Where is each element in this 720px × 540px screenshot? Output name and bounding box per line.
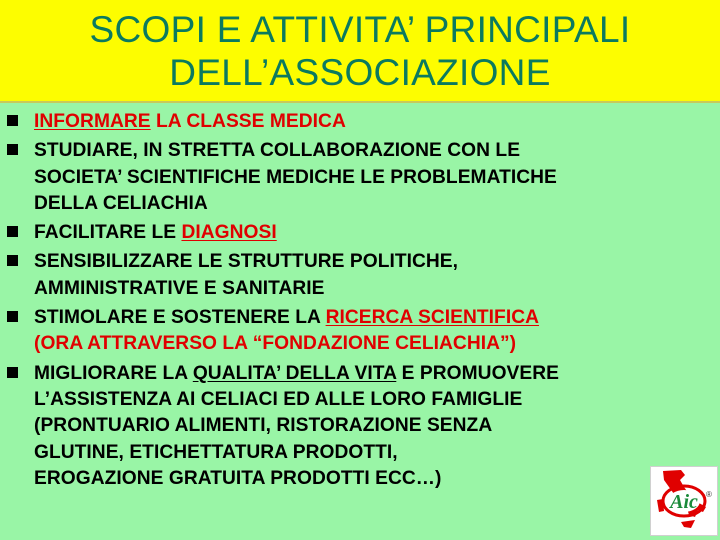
bullet-item	[0, 109, 720, 135]
logo-registered-mark: ®	[706, 490, 712, 499]
bullet-line	[34, 191, 710, 217]
logo-letters: Aic	[670, 491, 698, 513]
slide-title-line-1: SCOPI E ATTIVITA’ PRINCIPALI	[89, 8, 631, 50]
bullet-text-segment: SENSIBILIZZARE LE STRUTTURE POLITICHE,	[34, 251, 459, 273]
bullet-text-segment: DELLA CELIACHIA	[34, 192, 208, 214]
bullet-text-segment: (PRONTUARIO ALIMENTI, RISTORAZIONE SENZA	[34, 415, 493, 437]
bullet-line	[34, 305, 710, 331]
bullet-text-segment: GLUTINE, ETICHETTATURA PRODOTTI,	[34, 441, 398, 463]
bullet-text-segment: FACILITARE LE	[34, 222, 182, 244]
square-bullet-icon	[7, 115, 18, 126]
bullet-line	[34, 165, 710, 191]
square-bullet-icon	[7, 367, 18, 378]
bullet-line	[34, 440, 710, 466]
bullet-line	[34, 413, 710, 439]
bullet-text-segment: LA CLASSE MEDICA	[150, 111, 346, 132]
bullet-item	[0, 361, 720, 492]
bullet-text-segment: RICERCA SCIENTIFICA	[325, 307, 540, 329]
bullet-text-segment: AMMINISTRATIVE E SANITARIE	[34, 277, 325, 299]
bullet-item	[0, 220, 720, 246]
bullet-list	[0, 109, 720, 492]
bullet-text-segment: DIAGNOSI	[181, 222, 277, 244]
bullet-line	[34, 220, 710, 246]
aic-logo-icon	[651, 467, 717, 535]
square-bullet-icon	[7, 311, 18, 322]
square-bullet-icon	[7, 255, 18, 266]
slide-title-line-2: DELL’ASSOCIAZIONE	[169, 51, 551, 93]
bullet-line	[34, 276, 710, 302]
bullet-line	[34, 331, 710, 357]
bullet-item	[0, 305, 720, 358]
aic-logo	[650, 466, 718, 536]
bullet-item	[0, 138, 720, 217]
bullet-item	[0, 249, 720, 302]
sicily-shape	[681, 520, 695, 528]
bullet-line	[34, 387, 710, 413]
bullet-text-segment: L’ASSISTENZA AI CELIACI ED ALLE LORO FAMIGLIE	[34, 388, 523, 410]
bullet-text-segment: MIGLIORARE LA	[34, 362, 193, 384]
title-band	[0, 0, 720, 103]
bullet-line	[34, 249, 710, 275]
bullet-text-segment: INFORMARE	[34, 111, 151, 132]
bullet-text-segment: STUDIARE, IN STRETTA COLLABORAZIONE CON LE	[34, 140, 521, 162]
bullet-text-segment: EROGAZIONE GRATUITA PRODOTTI ECC…)	[34, 467, 442, 489]
bullet-text-segment: (ORA ATTRAVERSO LA “FONDAZIONE CELIACHIA”)	[34, 333, 517, 355]
bullet-line	[34, 361, 710, 387]
square-bullet-icon	[7, 144, 18, 155]
bullet-line	[34, 466, 710, 492]
bullet-text-segment: SOCIETA’ SCIENTIFICHE MEDICHE LE PROBLEMATICHE	[34, 166, 557, 188]
bullet-line	[34, 138, 710, 164]
bullet-text-segment: E PROMUOVERE	[396, 362, 560, 384]
bullet-text-segment: QUALITA’ DELLA VITA	[192, 362, 397, 384]
bullet-line	[34, 109, 710, 135]
square-bullet-icon	[7, 226, 18, 237]
bullet-text-segment: STIMOLARE E SOSTENERE LA	[34, 307, 326, 329]
